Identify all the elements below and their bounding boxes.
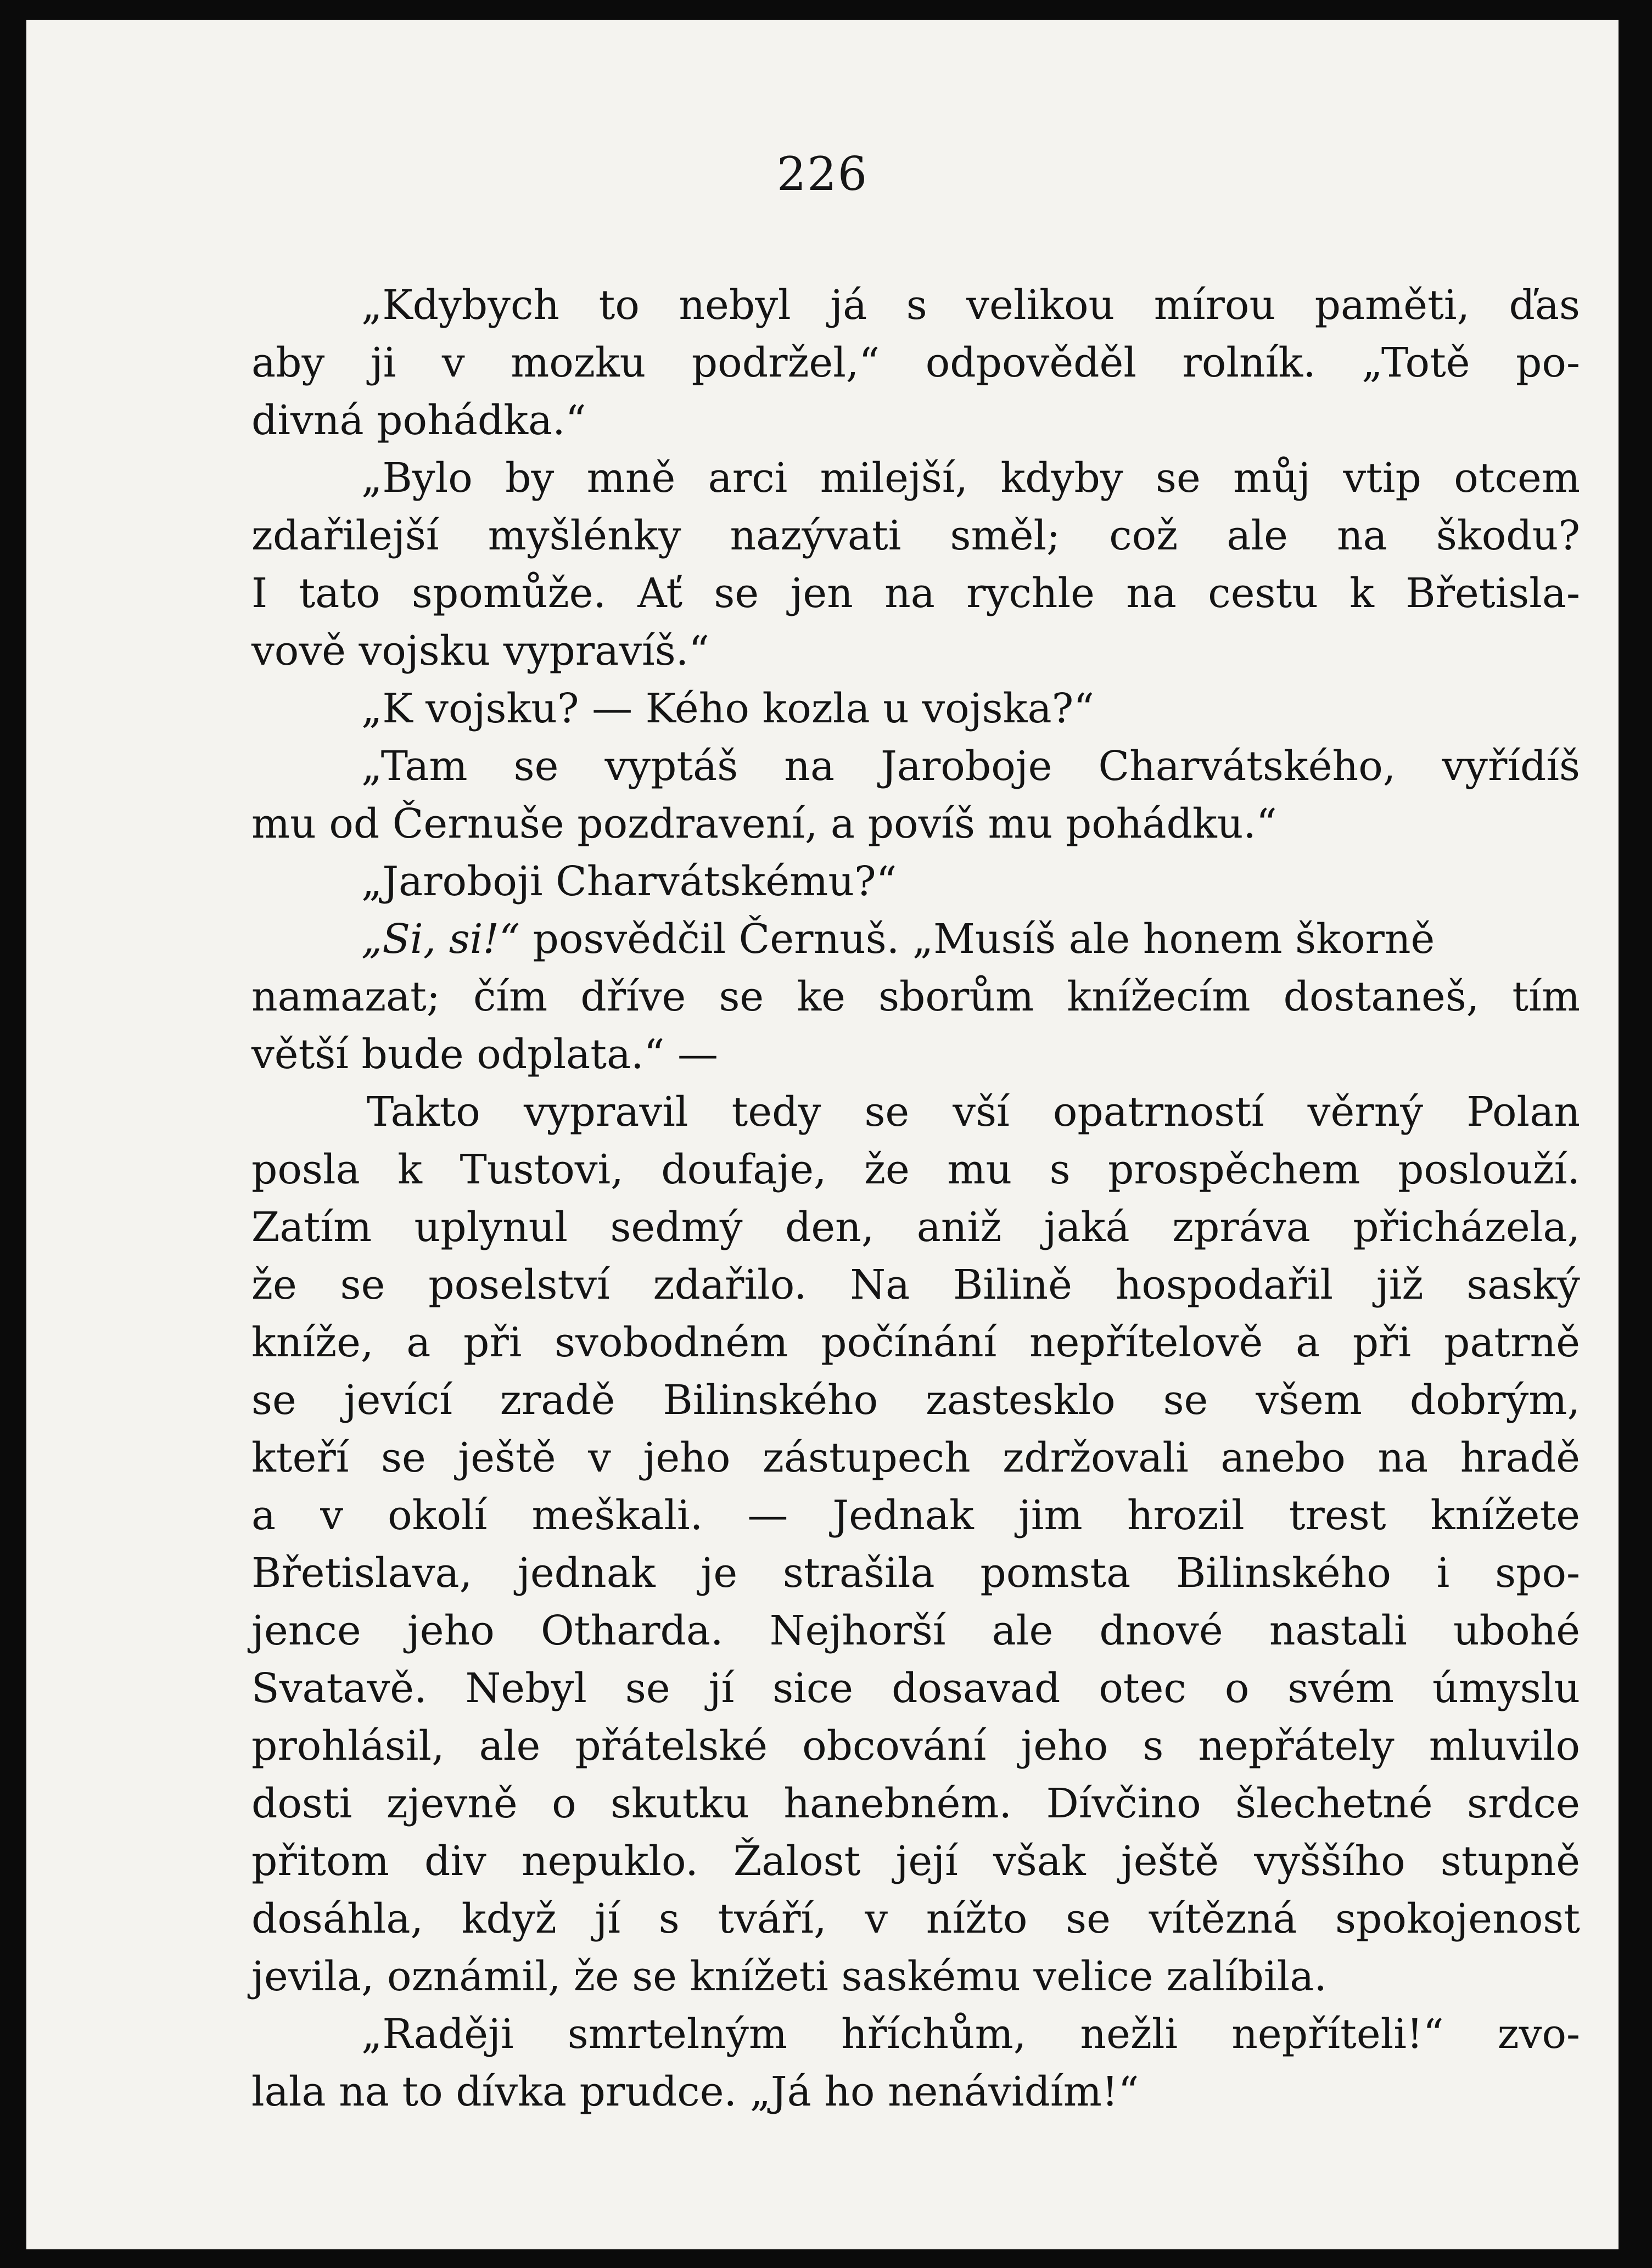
- body-text: [251, 277, 1580, 2121]
- text-line: aby ji v mozku podržel,“ odpověděl rolník. „Totě po-: [251, 339, 1580, 386]
- text-line: Svatavě. Nebyl se jí sice dosavad otec o svém úmyslu: [251, 1665, 1580, 1712]
- text-line: kteří se ještě v jeho zástupech zdržovali anebo na hradě: [251, 1434, 1580, 1481]
- text-line: „Tam se vyptáš na Jaroboje Charvátského, vyřídíš: [361, 743, 1580, 790]
- text-line: jevila, oznámil, že se knížeti saskému velice zalíbila.: [251, 1953, 1327, 2000]
- text-line: že se poselství zdařilo. Na Bilině hospodařil již saský: [251, 1261, 1580, 1309]
- text-line: divná pohádka.“: [251, 397, 586, 444]
- italic-phrase: „Si, si!“: [361, 916, 520, 963]
- text-line: „K vojsku? — Kého kozla u vojska?“: [361, 685, 1095, 732]
- text-line: dosáhla, když jí s tváří, v nížto se vítězná spokojenost: [251, 1895, 1580, 1943]
- text-line: a v okolí meškali. — Jednak jim hrozil trest knížete: [251, 1492, 1580, 1539]
- text-line: Takto vypravil tedy se vší opatrností věrný Polan: [367, 1088, 1580, 1136]
- text-line: Břetislava, jednak je strašila pomsta Bilinského i spo-: [251, 1550, 1580, 1597]
- book-page: [26, 20, 1619, 2249]
- text-line: lala na to dívka prudce. „Já ho nenávidím!“: [251, 2068, 1139, 2115]
- text-line: „Raději smrtelným hříchům, nežli nepříteli!“ zvo-: [361, 2011, 1580, 2058]
- page-number: 226: [776, 147, 869, 201]
- text-line: větší bude odplata.“ —: [251, 1031, 719, 1078]
- text-line: dosti zjevně o skutku hanebném. Dívčino šlechetné srdce: [251, 1780, 1580, 1827]
- text-line: kníže, a při svobodném počínání nepřítelově a při patrně: [251, 1319, 1580, 1366]
- text-line: I tato spomůže. Ať se jen na rychle na cestu k Břetisla-: [251, 570, 1580, 617]
- text-line: „Bylo by mně arci milejší, kdyby se můj vtip otcem: [361, 454, 1580, 502]
- text-line: namazat; čím dříve se ke sborům knížecím dostaneš, tím: [251, 973, 1580, 1020]
- text-line: se jevící zradě Bilinského zastesklo se všem dobrým,: [251, 1377, 1580, 1424]
- text-line: zdařilejší myšlénky nazývati směl; což ale na škodu?: [251, 512, 1580, 559]
- text-line: Zatím uplynul sedmý den, aniž jaká zpráva přicházela,: [251, 1204, 1580, 1251]
- text-line: [251, 911, 1580, 968]
- text-line: jence jeho Otharda. Nejhorší ale dnové nastali ubohé: [251, 1607, 1580, 1654]
- text-line: „Jaroboji Charvátskému?“: [361, 858, 897, 905]
- text-line: „Kdybych to nebyl já s velikou mírou paměti, ďas: [361, 282, 1580, 329]
- text-line: prohlásil, ale přátelské obcování jeho s nepřátely mluvilo: [251, 1722, 1580, 1770]
- text-line: přitom div nepuklo. Žalost její však ještě vyššího stupně: [251, 1838, 1580, 1885]
- text-line-rest: posvědčil Černuš. „Musíš ale honem škorně: [519, 916, 1435, 963]
- text-line: posla k Tustovi, doufaje, že mu s prospěchem poslouží.: [251, 1146, 1580, 1193]
- text-line: vově vojsku vypravíš.“: [251, 627, 710, 675]
- text-line: mu od Černuše pozdravení, a povíš mu pohádku.“: [251, 800, 1277, 847]
